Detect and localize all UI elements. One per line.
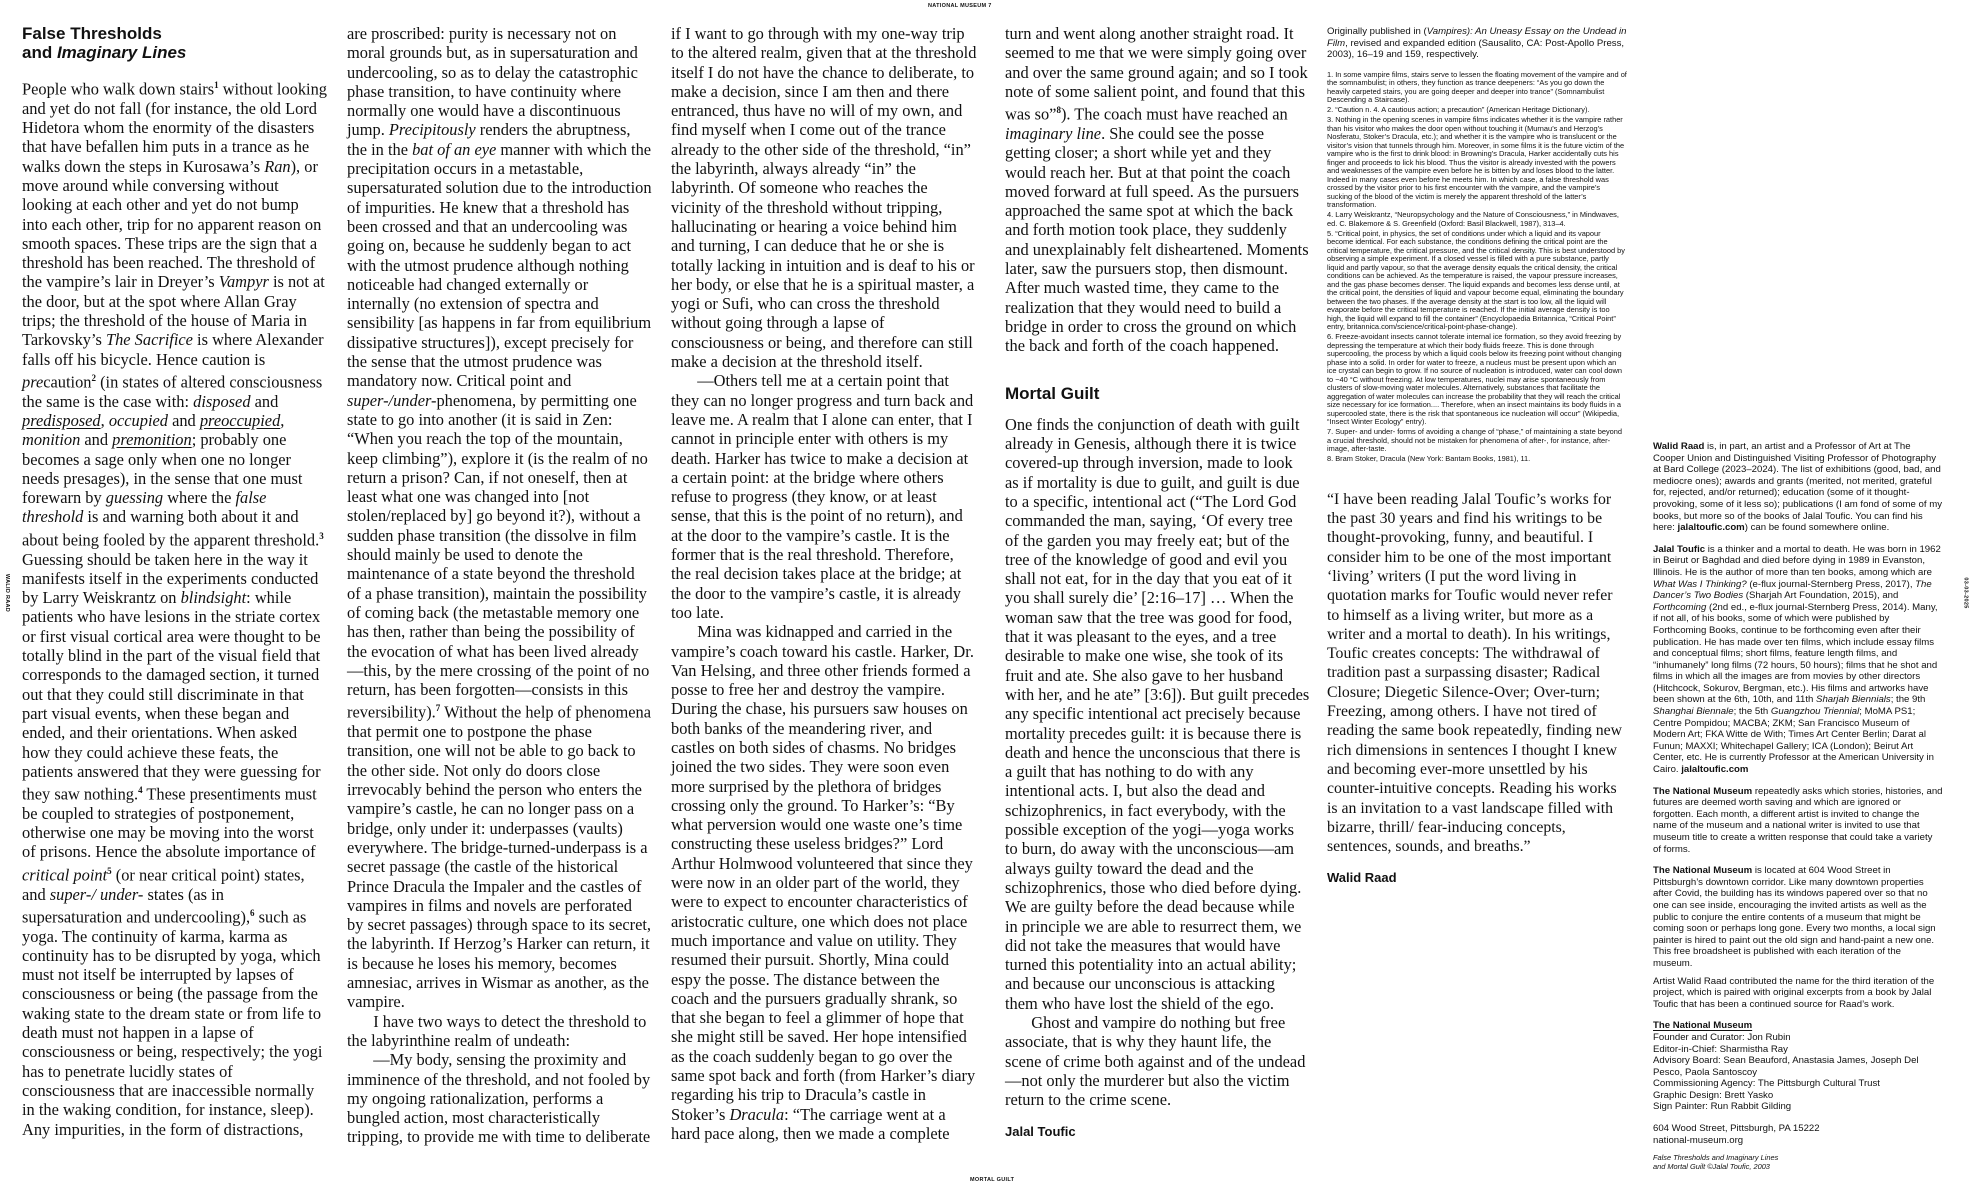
credit-line: Sign Painter: Run Rabbit Gilding <box>1653 1101 1792 1113</box>
copyright: False Thresholds and Imaginary Lines and Mortal Guilt ©Jalal Toufic, 2003 <box>1653 1153 1779 1171</box>
footnotes <box>1327 71 1627 464</box>
essay-paragraph: Ghost and vampire do nothing but free associate, that is why they haunt life, the scene of crime both against and of the undead—not only the murderer but also the victim return to the crime scene. <box>1005 1013 1306 1110</box>
essay-paragraph: —Others tell me at a certain point that they can no longer progress and turn back and leave me. A realm that I alone can enter, that I cannot in principle enter with others is my death. Harker has twice to make a decision at a certain point: at the bridge where others refuse to progress (they know, or at least sense, that this is the point of no return), and at the door to the vampire’s castle. It is the former that is the real threshold. Therefore, the real decision takes place at the bridge; at the door to the vampire’s castle, it is already too late. <box>671 371 974 622</box>
running-head-bottom: MORTAL GUILT <box>970 1177 1015 1183</box>
credit-line: Commissioning Agency: The Pittsburgh Cultural Trust <box>1653 1078 1880 1090</box>
credit-line: Advisory Board: Sean Beauford, Anastasia James, Joseph Del Pesco, Paola Santoscoy <box>1653 1055 1919 1078</box>
author-signature: Jalal Toufic <box>1005 1123 1076 1139</box>
footnote: 8. Bram Stoker, Dracula (New York: Bantam Books, 1981), 11. <box>1327 454 1531 464</box>
section-heading: Mortal Guilt <box>1005 383 1100 403</box>
museum-location: The National Museum is located at 604 Wood Street in Pittsburgh’s downtown corridor. Like many downtown properties after Covid, the building has its windows papered over so that no one can see inside, encouraging the invited artists as well as the public to conjure the entire contents of a museum that might be coming soon or perhaps long gone. Every two months, a local sign painter is hired to paint out the old sign and hand-paint a new one. This free broadsheet is published with each iteration of the museum. <box>1653 865 1936 969</box>
essay-paragraph: turn and went along another straight road. It seemed to me that we were simply going over and over the same ground again; and so I took note of some salient point, and found that this was so”$^8$). The coach must have reached an imaginary line. She could see the posse getting closer; a short while yet and they would reach her. But at that point the coach moved forward at full speed. As the pursuers approached the same spot at which the back and forth motion took place, they suddenly and unexplainably felt disheartened. Moments later, saw the pursuers stop, then dismount. After much wasted time, they came to the realization that they would need to build a bridge in order to cross the ground on which the back and forth of the coach happened. <box>1005 24 1309 356</box>
essay-paragraph: Mina was kidnapped and carried in the vampire’s coach toward his castle. Harker, Dr. Van Helsing, and three other friends formed a posse to free her and destroy the vampire. During the chase, his pursuers saw houses on both banks of the meandering river, and castles on both sides of chasms. No bridges joined the two sides. They were soon even more surprised by the plethora of bridges crossing only the ground. To Harker’s: “By what perversion would one waste one’s time constructing these useless bridges?” Lord Arthur Holmwood volunteered that since they were now in an older part of the world, they were to expect to encounter characteristics of aristocratic culture, one which does not place much importance and value on utility. They resumed their pursuit. Shortly, Mina could espy the posse. The distance between the coach and the pursuers gradually shrank, so that she began to feel a glimmer of hope that she might still be saved. Her hope intensified as the coach suddenly began to go over the same spot back and forth (from Harker’s diary regarding his trip to Dracula’s castle in Stoker’s Dracula: “The carriage went at a hard pace along, then we made a complete <box>671 622 976 1143</box>
side-label-right: 03-03-2025 <box>1962 577 1969 609</box>
essay-column-1 <box>22 24 327 1139</box>
credit-line: Founder and Curator: Jon Rubin <box>1653 1031 1791 1043</box>
website-link[interactable]: national-museum.org <box>1653 1134 1744 1146</box>
footnote: 7. Super- and under- forms of avoiding a change of “phase,” of maintaining a state beyond a crucial threshold, should not be mistaken for phenomena of after-, for instance, after-image, after-taste. <box>1327 427 1622 454</box>
footnote: 5. “Critical point, in physics, the set of conditions under which a liquid and its vapour become identical. For each substance, the conditions defining the critical point are the critical temperature, the critical pressure, and the critical density. This is best understood by observing a simple experiment. If a closed vessel is filled with a pure substance, partly liquid and partly vapour, so that the average density equals the critical density, the critical conditions can be achieved. As the temperature is raised, the vapour pressure increases, and the gas phase becomes denser. The liquid expands and becomes less dense until, at the critical point, the densities of liquid and vapour become equal, eliminating the boundary between the two phases. If the average density at the start is too low, all the liquid will evaporate before the critical temperature is reached. If the initial average density is too high, the liquid will expand to fill the container” (Encyclopaedia Britannica, “Critical Point” entry, britannica.com/science/critical-point-phase-change). <box>1327 228 1625 332</box>
essay-paragraph: are proscribed: purity is necessary not on moral grounds but, as in supersaturation and undercooling, so as to delay the catastrophic phase transition, to have continuity where normally one would have a discontinuous jump. Precipitously renders the abruptness, the in the bat of an eye manner with which the precipitation occurs in a metastable, supersaturated solution due to the introduction of impurities. He knew that a threshold has been crossed and that an undercooling was going on, because he suddenly began to act with the utmost prudence although nothing noticeable had changed externally or internally (no extension of spectra and sensibility [as happens in far from equilibrium dissipative structures]), except precisely for the sense that the utmost prudence was mandatory now. Critical point and super-/under-phenomena, by permitting one state to go into another (it is said in Zen: “When you reach the top of the mountain, keep climbing”), explore it (is the realm of no return a prison? Can, if not oneself, then at least what one was changed into [not stolen/replaced by] go beyond it?), without a sudden phase transition (the dissolve in film should mainly be used to denote the maintenance of a state beyond the threshold of a phase transition), maintain the possibility of coming back (the metastable memory one has then, rather than being the possibility of the evocation of what has been lived already—this, by the mere crossing of the point of no return, has been forgotten—consists in this reversibility).$^7$ Without the help of phenomena that permit one to postpone the phase transition, one will not be able to go back to the other side. Not only do doors close irrevocably behind the person who enters the vampire’s castle, he can no longer pass on a bridge, only under it: underpasses (vaults) everywhere. The bridge-turned-underpass is a secret passage (the castle of the historical Prince Dracula the Impaler and the castles of vampires in films and novels are perforated by secret passages) through space to its secret, the labyrinth. If Herzog’s Harker can return, it is because he loses his memory, becomes amnesiac, arrives in Wismar as another, as the vampire. <box>347 24 652 1012</box>
footnote: 1. In some vampire films, stairs serve to lessen the floating movement of the vampire and of the somnambulist; in others, they function as trance deepeners: “As you go down the heavily carpeted stairs, you are going deeper and deeper into trance” (Somnambulist Descending a Staircase). <box>1327 69 1627 105</box>
bio-raad: Walid Raad is, in part, an artist and a Professor of Art at The Cooper Union and Distinguished Visiting Professor of Photography at Bard College (2023–2024). The list of exhibitions (good, bad, and mediocre ones); awards and grants (merited, not merited, grateful for, rejected, and/or returned); education (some of it thought-provoking, some of it less so); publications (I am fond of some of my books, but more so of the books of Jalal Toufic. You can find his here: jalaltoufic.com) can be found somewhere online. <box>1653 441 1943 534</box>
essay-title: False Thresholds and Imaginary Lines <box>22 24 187 62</box>
quote-author: Walid Raad <box>1327 870 1397 886</box>
essay-column-2 <box>347 24 652 1147</box>
side-label-left: WALID RAAD <box>4 573 11 613</box>
essay-paragraph: One finds the conjunction of death with guilt already in Genesis, although there it is twice covered-up through inversion, made to look as if mortality is due to guilt, and guilt is due to a specific, intentional act (“The Lord God commanded the man, saying, ‘Of every tree of the garden you may freely eat; but of the tree of the knowledge of good and evil you shall not eat, for in the day that you eat of it you shall surely die’ [2:16–17] … When the woman saw that the tree was good for food, that it was pleasant to the eyes, and a tree desirable to make one wise, she took of its fruit and ate. She also gave to her husband with her, and he ate” [3:6]). But guilt precedes any specific intentional act precisely because mortality precedes guilt: it is because there is death and hence the unconscious that there is a guilt that has nothing to do with any intentional acts. I, but also the dead and schizophrenics, in fact everybody, with the possible exception of the yogi—yoga works to burn, do away with the unconscious—am always guilty toward the dead and the schizophrenics, those who died before dying. We are guilty before the dead because while in principle we are able to resurrect them, we did not take the measures that would have turned this potentiality into an actual ability; and because our unconscious is attacking them who have lost the shield of the ego. <box>1005 414 1310 1013</box>
footnote: 4. Larry Weiskrantz, “Neuropsychology and the Nature of Consciousness,” in Mindwaves, ed. C. Blakemore & S. Greenfield (Oxford: Basil Blackwell, 1987), 313–4. <box>1327 210 1619 228</box>
credit-line: Graphic Design: Brett Yasko <box>1653 1089 1774 1101</box>
essay-paragraph: People who walk down stairs$^1$ without looking and yet do not fall (for instance, the old Lord Hidetora whom the enormity of the disasters that have befallen him puts in a trance as he walks down the steps in Kurosawa’s Ran), or move around while conversing without looking at each other and yet do not bump into each other, trip for no apparent reason on smooth spaces. These trips are the sign that a threshold has been reached. The threshold of the vampire’s lair in Dreyer’s Vampyr is not at the door, but at the spot where Allan Gray trips; the threshold of the house of Maria in Tarkovsky’s The Sacrifice is where Alexander falls off his bicycle. Hence caution is precaution$^2$ (in states of altered consciousness the same is the case with: disposed and predisposed, occupied and preoccupied, monition and premonition; probably one becomes a sage only when one no longer needs presages), in the sense that one must forewarn by guessing where the false threshold is and warning both about it and about being fooled by the apparent threshold.$^3$ Guessing should be taken here in the way it manifests itself in the experiments conducted by Larry Weiskrantz on blindsight: while patients who have lesions in the striate cortex or first visual cortical area were thought to be totally blind in the part of the visual field that corresponds to the damaged section, it turned out that they could still discriminate in that part visual events, when these began and ended, and their orientations. When asked how they could achieve these feats, the patients answered that they were guessing for they saw nothing.$^4$ These presentiments must be coupled to strategies of postponement, otherwise one may be moving into the worst of prisons. Hence the absolute importance of critical point$^5$ (or near critical point) states, and super-/ under- states (as in supersaturation and undercooling),$^6$ such as yoga. The continuity of karma, karma as continuity has to be disrupted by yoga, which must not itself be interrupted by lapses of consciousness or being (the passage from the waking state to the dream state or from life to death must not happen in a lapse of consciousness or being, respectively; the yogi has to penetrate lucidly states of consciousness that are inaccessible normally in the waking condition, for instance, sleep). Any impurities, in the form of distractions, <box>22 79 327 1139</box>
running-head-top: NATIONAL MUSEUM 7 <box>928 3 992 9</box>
essay-column-3 <box>671 24 977 1143</box>
essay-paragraph: —My body, sensing the proximity and imminence of the threshold, and not fooled by my ongoing rationalization, performs a bungled action, most characteristically tripping, to provide me with time to deliberate <box>347 1050 651 1147</box>
credits: The National Museum Founder and Curator: Jon Rubin Editor-in-Chief: Sharmistha Ray Advisory Board: Sean Beauford, Anastasia James, Joseph Del Pesco, Paola Santoscoy Commissioning Agency: The Pittsburgh Cultural Trust Graphic Design: Brett Yasko Sign Painter: Run Rabbit Gilding <box>1653 1020 1943 1113</box>
essay-column-4 <box>1005 24 1310 1141</box>
original-publication: Originally published in (Vampires): An Uneasy Essay on the Undead in Film, revised and expanded edition (Sausalito, CA: Post-Apollo Press, 2003), 16–19 and 159, respectively. <box>1327 26 1627 61</box>
pull-quote: “I have been reading Jalal Toufic’s works for the past 30 years and find his writings to be thought-provoking, funny, and beautiful. I consider him to be one of the most important ‘living’ writers (I put the word living in quotation marks for Toufic would never refer to himself as a living writer, but more as a writer and a mortal to death). In his writings, Toufic creates concepts: The withdrawal of tradition past a surpassing disaster; Radical Closure; Diegetic Silence-Over; Over-turn; Freezing, among others. I have not tired of reading the same book repeatedly, finding new rich dimensions in sentences I thought I knew and becoming ever-more unsettled by his counter-intuitive concepts. Reading his works is an invitation to a vast landscape filled with bizarre, thrill/ fear-inducing concepts, sentences, sounds, and breaths.” <box>1327 490 1623 856</box>
info-column <box>1653 441 1943 1171</box>
essay-paragraph: I have two ways to detect the threshold to the labyrinthine realm of undeath: <box>347 1011 647 1050</box>
museum-about: The National Museum repeatedly asks which stories, histories, and futures are deemed worth saving and which are ignored or forgotten. Each month, a different artist is invited to change the name of the museum and a national writer is invited to use that museum title to create a written response that could take a variety of forms. <box>1653 785 1943 855</box>
credit-line: Editor-in-Chief: Sharmistha Ray <box>1653 1043 1788 1055</box>
museum-artist-note: Artist Walid Raad contributed the name for the third iteration of the project, which is paired with original excerpts from a book by Jalal Toufic that has been a continued source for Raad’s work. <box>1653 975 1935 1010</box>
notes-column <box>1327 26 1627 885</box>
address: 604 Wood Street, Pittsburgh, PA 15222 <box>1653 1123 1820 1135</box>
footnote: 3. Nothing in the opening scenes in vampire films indicates whether it is the vampire rather than his visitor who makes the door open without touching it (Murnau’s and Herzog’s Nosferatu, Stoker’s Dracula, etc.); and whether it is the vampire who is translucent or the visitor’s vision that tunnels through him. Moreover, in some films it is the future victim of the vampire who is the first to drink blood: in Browning’s Dracula, Harker accidentally cuts his finger and proceeds to lick his blood. Thus the visitor is already invested with the powers and weaknesses of the vampire even before he is bitten by and loses blood to the latter. Indeed in many cases even before he meets him. In which case, a false threshold was crossed by the visitor prior to his first encounter with the vampire, and the vampire’s sucking of the blood of the victim is merely the apparent threshold of the latter’s transformation. <box>1327 115 1625 210</box>
essay-paragraph: if I want to go through with my one-way trip to the altered realm, given that at the threshold itself I do not have the chance to deliberate, to make a decision, since I am then and there entranced, thus have no will of my own, and find myself when I come out of the trance already to the other side of the threshold, “in” the labyrinth, always already “in” the labyrinth. Of someone who reaches the vicinity of the threshold without tripping, hallucinating or hearing a voice behind him and turning, I can deduce that he or she is totally lacking in intuition and is deaf to his or her body, or else that he is a spiritual master, a yogi or Sufi, who can cross the threshold without going through a lapse of consciousness or being, and therefore can still make a decision at the threshold itself. <box>671 24 977 372</box>
bio-toufic: Jalal Toufic is a thinker and a mortal to death. He was born in 1962 in Beirut or Baghdad and died before dying in 1989 in Evanston, Illinois. He is the author of more than ten books, among which are What Was I Thinking? (e-flux journal-Sternberg Press, 2017), The Dancer’s Two Bodies (Sharjah Art Foundation, 2015), and Forthcoming (2nd ed., e-flux journal-Sternberg Press, 2014). Many, if not all, of his books, some of which were published by Forthcoming Books, continue to be forthcoming even after their publication. He has made over ten films, which include essay films and conceptual films; short films, feature length films, and “inhumanely” long films (72 hours, 50 hours); films that he shot and films in which all the images are from movies by other directors (Hitchcock, Sokurov, Bergman, etc.). His films and artworks have been shown at the 6th, 10th, and 11th Sharjah Biennials; the 9th Shanghai Biennale; the 5th Guangzhou Triennial; MoMA PS1; Centre Pompidou; MACBA; ZKM; San Francisco Museum of Modern Art; FKA Witte de With; Times Art Center Berlin; Darat al Funun; MAXXI; Whitechapel Gallery; ICA (London); Beirut Art Center, etc. He is currently Professor at the American University in Cairo. jalaltoufic.com <box>1653 543 1941 776</box>
footnote: 2. “Caution n. 4. A cautious action; a precaution” (American Heritage Dictionary). <box>1327 105 1590 115</box>
footnote: 6. Freeze-avoidant insects cannot tolerate internal ice formation, so they avoid freezing by depressing the temperature at which their body fluids freeze. This is done through supercooling, the process by which a liquid cools below its freezing point without changing phase into a solid. In order for water to freeze, a nucleus must be present upon which an ice crystal can begin to grow. If no source of nucleation is introduced, water can cool down to −40 °C without freezing. At low temperatures, nuclei may arise spontaneously from clusters of slow-moving water molecules. Alternatively, substances that facilitate the aggregation of water molecules can increase the probability that they will reach the critical size necessary for ice formation.... Therefore, when an insect maintains its body fluids in a supercooled state, there is the risk that spontaneous ice nucleation will occur” (Wikipedia, “Insect Winter Ecology” entry). <box>1327 332 1622 427</box>
